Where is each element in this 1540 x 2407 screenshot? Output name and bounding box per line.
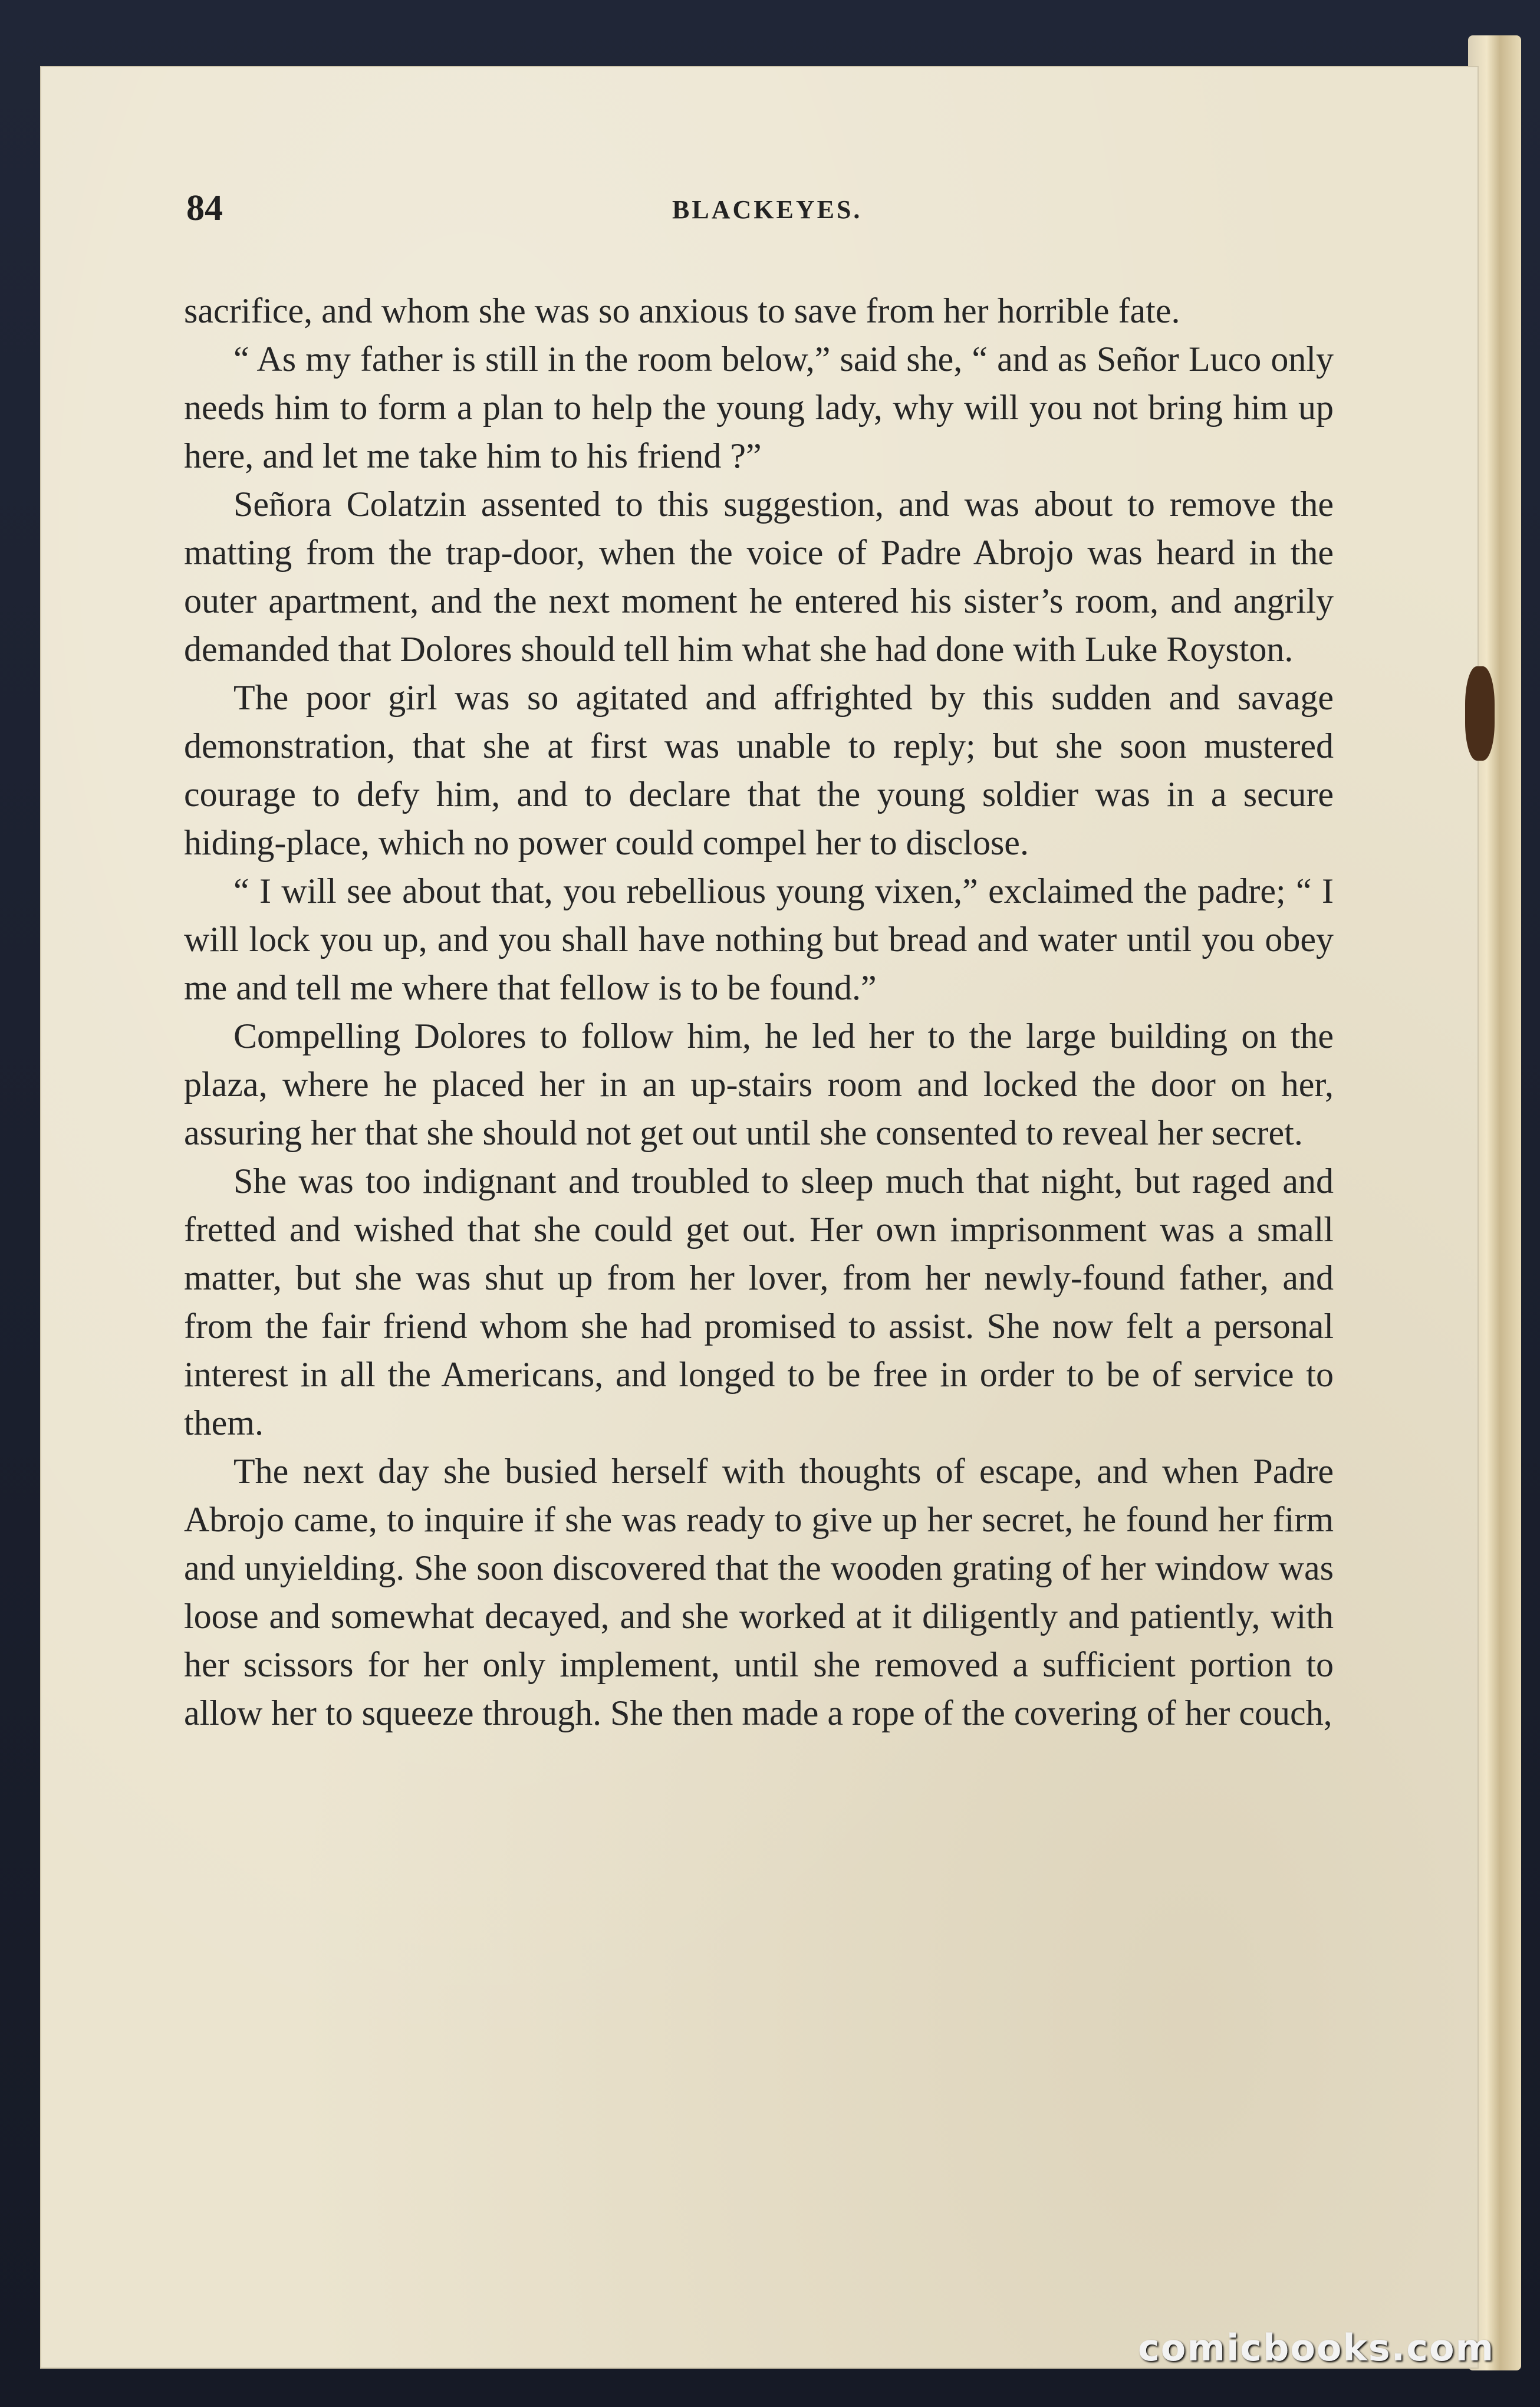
- paragraph: The next day she busied herself with thoughts of escape, and when Padre Abrojo came, to inquire if she was ready to give up her secret, he found her firm and unyielding. She soon discovered that the wooden grating of her window was loose and somewhat decayed, and she worked at it diligently and patiently, with her scissors for her only implement, until she removed a sufficient portion to allow her to squeeze through. She then made a rope of the covering of her couch,: [184, 1452, 1334, 1732]
- paragraph: Señora Colatzin assented to this suggestion, and was about to remove the matting from the trap-door, when the voice of Padre Abrojo was heard in the outer apartment, and the next moment he entered his sister’s room, and angrily demanded that Dolores should tell him what she had done with Luke Royston.: [184, 485, 1334, 669]
- page-damage-mark: [1465, 666, 1495, 761]
- paragraph: “ As my father is still in the room below,” said she, “ and as Señor Luco only needs him to form a plan to help the young lady, why will you not bring him up here, and let me take him to his friend ?”: [184, 340, 1334, 475]
- paragraph-continued: sacrifice, and whom she was so anxious to save from her horrible fate.: [184, 291, 1180, 330]
- paragraph: The poor girl was so agitated and affrighted by this sudden and savage demonstration, that she at first was unable to reply; but she soon mustered courage to defy him, and to declare that the young soldier was in a secure hiding-place, which no power could compel her to disclose.: [184, 678, 1334, 862]
- paragraph: Compelling Dolores to follow him, he led her to the large building on the plaza, where he placed her in an up-stairs room and locked the door on her, assuring her that she should not get out until she consented to reveal her secret.: [184, 1017, 1334, 1152]
- page-number: 84: [186, 188, 223, 228]
- body-text: [184, 287, 1334, 1737]
- paragraph: “ I will see about that, you rebellious young vixen,” exclaimed the padre; “ I will lock you up, and you shall have nothing but bread and water until you obey me and tell me where that fellow is to be found.”: [184, 872, 1334, 1007]
- paragraph: She was too indignant and troubled to sleep much that night, but raged and fretted and wished that she could get out. Her own imprisonment was a small matter, but she was shut up from her lover, from her newly-found father, and from the fair friend whom she had promised to assist. She now felt a personal interest in all the Americans, and longed to be free in order to be of service to them.: [184, 1162, 1334, 1442]
- watermark: comicbooks.com: [1138, 2326, 1495, 2369]
- running-title: BLACKEYES.: [672, 195, 863, 224]
